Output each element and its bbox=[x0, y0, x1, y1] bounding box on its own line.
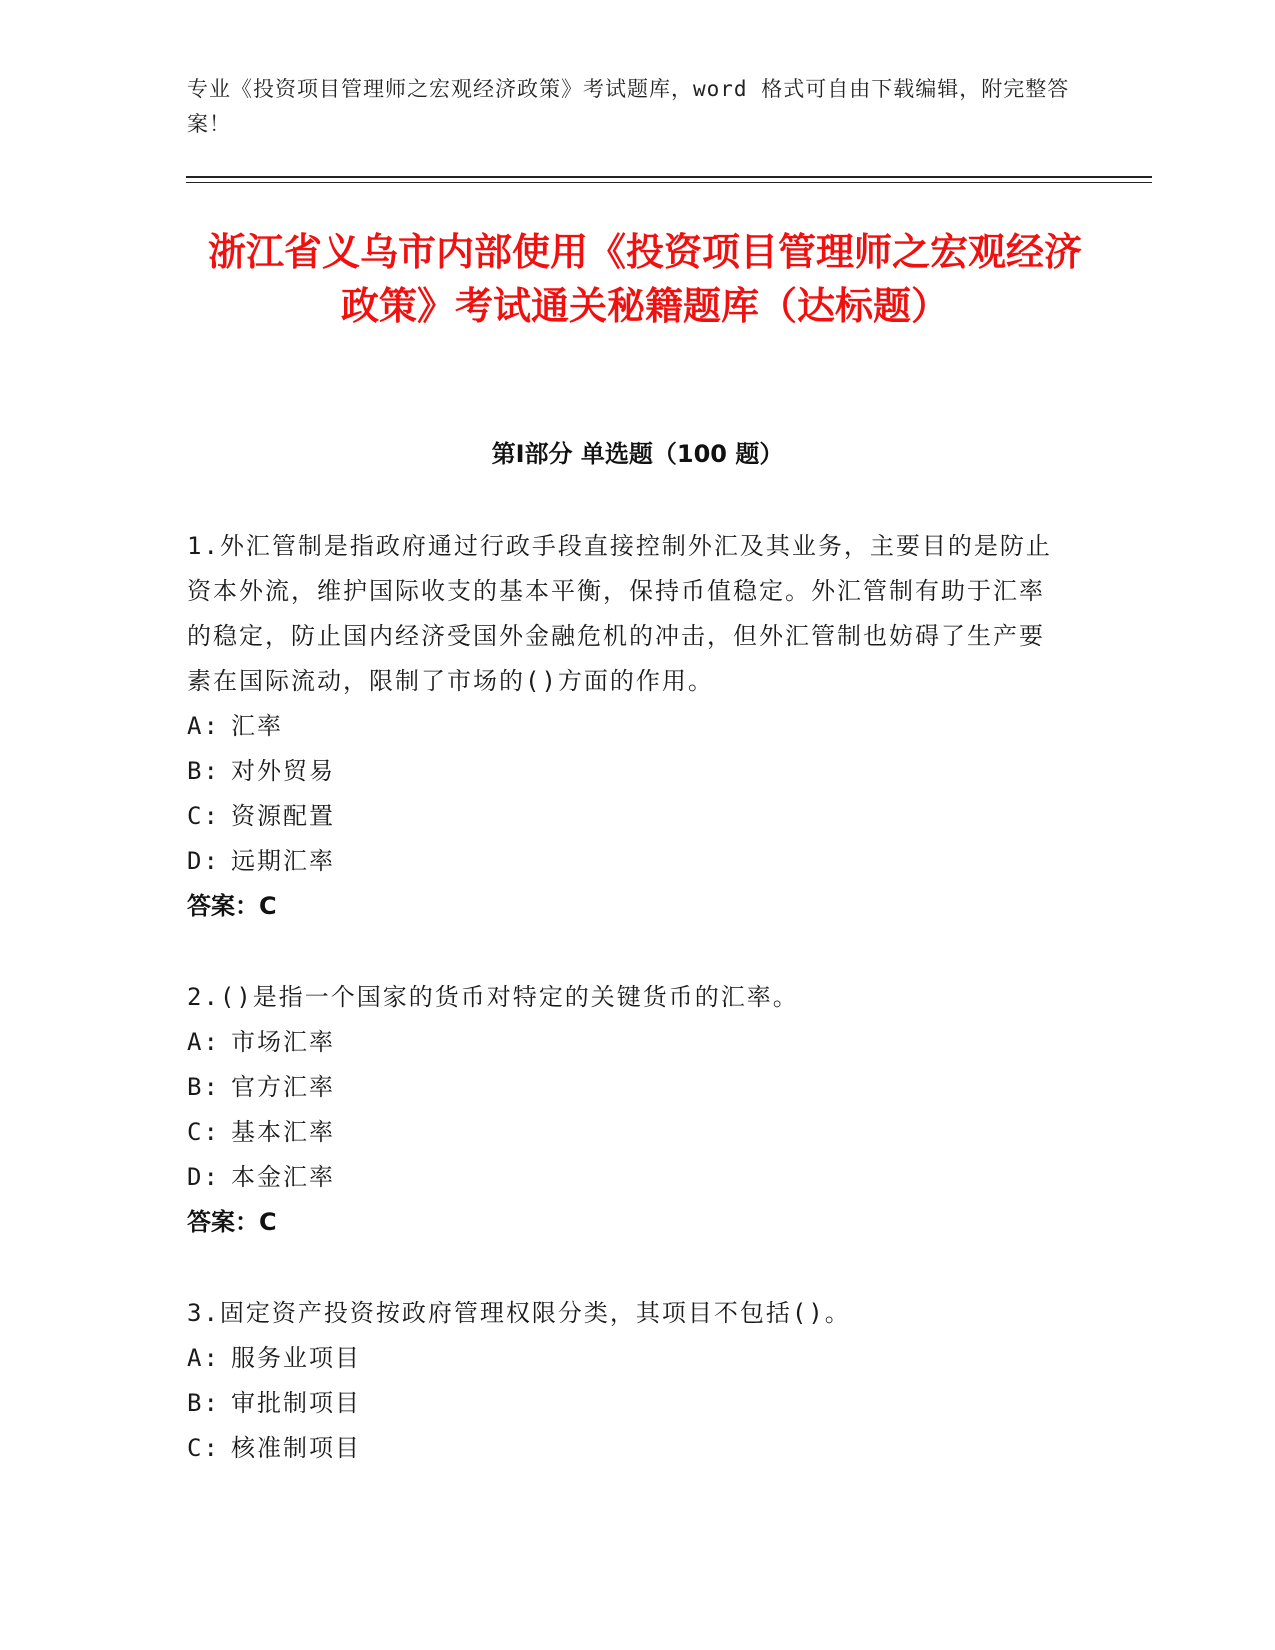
option-text: 审批制项目 bbox=[231, 1389, 361, 1417]
option-text: 远期汇率 bbox=[231, 847, 335, 875]
option-key: C: bbox=[187, 1434, 220, 1462]
option-text: 核准制项目 bbox=[231, 1434, 361, 1462]
question-2 bbox=[187, 975, 1067, 1245]
question-3 bbox=[187, 1291, 1067, 1471]
option-text: 资源配置 bbox=[231, 802, 335, 830]
option-key: D: bbox=[187, 847, 220, 875]
header-rule-thin bbox=[186, 182, 1152, 183]
question-stem: 3.固定资产投资按政府管理权限分类，其项目不包括()。 bbox=[187, 1299, 851, 1327]
option-text: 服务业项目 bbox=[231, 1344, 361, 1372]
option-key: B: bbox=[187, 1389, 220, 1417]
option-a bbox=[187, 704, 1067, 749]
answer-label: 答案：C bbox=[187, 892, 277, 920]
option-text: 基本汇率 bbox=[231, 1118, 335, 1146]
option-key: D: bbox=[187, 1163, 220, 1191]
option-key: A: bbox=[187, 1344, 220, 1372]
option-text: 官方汇率 bbox=[231, 1073, 335, 1101]
answer-label: 答案：C bbox=[187, 1208, 277, 1236]
section-title: 第Ⅰ部分 单选题（100 题） bbox=[491, 440, 784, 468]
question-1 bbox=[187, 524, 1067, 929]
option-c bbox=[187, 1110, 1067, 1155]
option-text: 市场汇率 bbox=[231, 1028, 335, 1056]
option-key: C: bbox=[187, 802, 220, 830]
option-c bbox=[187, 1426, 1067, 1471]
option-b bbox=[187, 1065, 1067, 1110]
option-key: B: bbox=[187, 757, 220, 785]
option-b bbox=[187, 1381, 1067, 1426]
option-key: A: bbox=[187, 1028, 220, 1056]
option-key: A: bbox=[187, 712, 220, 740]
option-text: 对外贸易 bbox=[231, 757, 335, 785]
option-key: C: bbox=[187, 1118, 220, 1146]
option-d bbox=[187, 1155, 1067, 1200]
header-note: 专业《投资项目管理师之宏观经济政策》考试题库，word 格式可自由下载编辑，附完整答案！ bbox=[187, 77, 1070, 136]
option-b bbox=[187, 749, 1067, 794]
option-text: 本金汇率 bbox=[231, 1163, 335, 1191]
document-title: 浙江省义乌市内部使用《投资项目管理师之宏观经济政策》考试通关秘籍题库（达标题） bbox=[207, 230, 1082, 328]
header-rule-thick bbox=[186, 176, 1152, 178]
option-key: B: bbox=[187, 1073, 220, 1101]
question-stem: 2.()是指一个国家的货币对特定的关键货币的汇率。 bbox=[187, 983, 799, 1011]
option-c bbox=[187, 794, 1067, 839]
question-stem: 1.外汇管制是指政府通过行政手段直接控制外汇及其业务，主要目的是防止资本外流，维护国际收支的基本平衡，保持币值稳定。外汇管制有助于汇率的稳定，防止国内经济受国外金融危机的冲击，但外汇管制也妨碍了生产要素在国际流动，限制了市场的()方面的作用。 bbox=[187, 532, 1052, 695]
option-text: 汇率 bbox=[231, 712, 283, 740]
option-a bbox=[187, 1336, 1067, 1381]
option-d bbox=[187, 839, 1067, 884]
option-a bbox=[187, 1020, 1067, 1065]
question-list bbox=[187, 524, 1067, 1517]
